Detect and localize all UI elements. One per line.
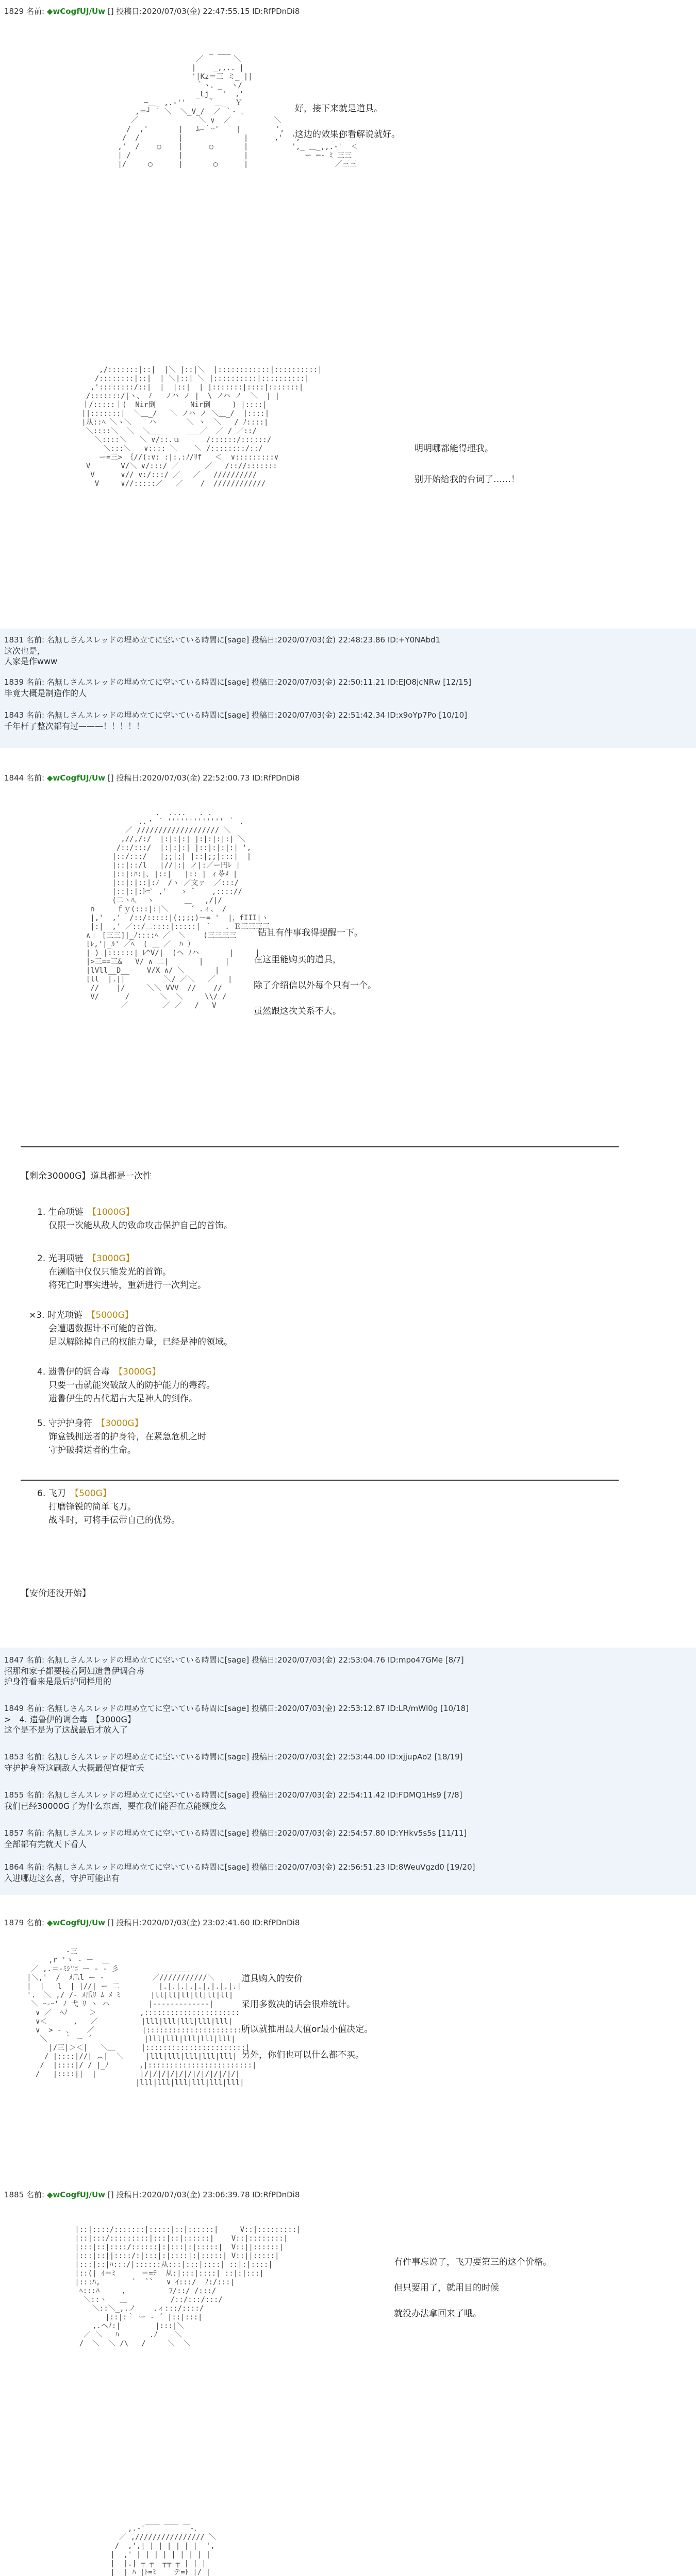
reply-header: 1839 名前: 名無しさんスレッドの埋め立てに空いている時間に[sage] 投稿日:2020/07/03(金) 22:50:11.21 ID:EJO8jcNRw [12/15] <box>4 677 472 687</box>
post-number: 1844 <box>4 773 24 783</box>
ascii-art-crowd: ,/:::::::|::| |＼ |::|＼ |::::::::::::|::::::::::| /::::::::|::| | ＼|::| ＼ |::::::::::|::::::::::| ,'::::::::/::| | |::| | |:::::::|::::|:::::::| /:::::::/|ヽ、 ﾉ ノハ ノ | \ ノハ ノ ＼ | | ｜/:::::｜( Nir倒 Nir倒 ) |::::| ||:::::::| ＼＿_/ ＼ ノハ ノ ＼＿_/ |::::| |从::ﾍ ＼ヽ＼ ハ ＼ ヽ ＼ / ﾉ::::| ＼::::＼ ＼ ＼＿＿ ＿＿／ ／ / ／::/ ＼::::＼ ＼ ∨/::.ｕ /::::::/::::::/ ＼:::＼ ∨:::: ＼ ＼ /::::::::/::/ ー=三> ｛//(:∨: :|:.:ﾉ/ﾘf ＜ ∨:::::::::∨ V V/＼ ∨/:::/ ／ ／ /:://::::::: V ∨// ∨:/:::/ ／ ／ ////////// V ∨//:::::／ ／ / //////////// <box>81 366 322 488</box>
item-desc: 将死亡时事实进转，重新进行一次判定。 <box>48 1280 206 1291</box>
item-desc: 守护破骑送者的生命。 <box>48 1445 136 1455</box>
shop-item[interactable] <box>37 1252 206 1292</box>
post-header <box>4 6 300 16</box>
ascii-art-character: ,.‐'￣￣ ￣￣ ￣‐､ ／ ,//////////////// ＼ / ,',| | | | | | | ', | ,' | | | | | | | | | | |.| ┬ ┬ ┬┬ ┬ | | | | | ﾊ |ﾄ=ﾐ テ=ﾄ |/ | <box>110 2524 217 2576</box>
item-name: 5. 守护护身符 <box>37 1418 92 1429</box>
dialogue-line: 虽然跟这次关系不大。 <box>254 1006 341 1016</box>
reply-header: 1831 名前: 名無しさんスレッドの埋め立てに空いている時間に[sage] 投稿日:2020/07/03(金) 22:48:23.86 ID:+Y0NAbd1 <box>4 635 441 645</box>
post-number: 1879 <box>4 1918 24 1927</box>
reply-header: 1855 名前: 名無しさんスレッドの埋め立てに空いている時間に[sage] 投稿日:2020/07/03(金) 22:54:11.42 ID:FDMQ1Hs9 [7/8] <box>4 1790 462 1800</box>
dialogue-line: 另外，你们也可以什么都不买。 <box>241 2050 364 2060</box>
reply-header: 1857 名前: 名無しさんスレッドの埋め立てに空いている時間に[sage] 投稿日:2020/07/03(金) 22:54:57.80 ID:YHkv5s5s [11/11] <box>4 1828 467 1838</box>
dialogue-line: 但只要用了，就用目的时候 <box>394 2283 499 2293</box>
item-desc: 足以解除掉自己的权能力量，已经是神的领域。 <box>48 1337 233 1347</box>
reply-body: 招那和家子都要接着阿妇遗鲁伊调合毒 护身符看来是最后护同样用的 <box>4 1666 145 1686</box>
post-number: 1885 <box>4 2190 24 2199</box>
ascii-art-character: . .... . . ..・ ´ ''''''''''''' ｀ . ／ /////////////////// ＼ ,//,/:/ |:|:|:| |:|:|:|:| ＼ /::/:::/ |:|:|:| |::|:|:|:| ', |::/:::/ |;;|;| |::|;;|:::| | |::|::/l |//|:| ノ|:／ー円ﾚ | |::|:ﾊ:|､ |::| |:: | ィ苓ﾒ | |::|:|::|:ﾉ /ヽ ／文ァ ／:::/ |::|:|:ﾄ=ﾟ ,' ゝ ゛ ,::::// (二ヽﾊ､ ヽ ＿ ,/|/ ∩ ｆｙ(:::|:|＼ ´ .ィ、 / |,' ,' /::/:::::|(;;;;)ー= ' |，fIII|ヽ |:| ,' ／::/二::::|:::::| ｀ . Ｅ三三三三 ∧｜ [三三]|_ﾉ::::ﾍ ／ ＼ (三三三三 [ﾚ,'|_ﾙ' ／ﾍ ( ＿ ／ ﾊ ） |_) |::::::| ﾚ^V/| (ヘ_ﾉハ | | |>三==三& V/ ∧ 二| | | |lVll__D__ V/X ∧/ ＼ | [ll |.|| ＼/ ／＼ ／ | // |/ ＼＼ VVV // // V/ / ＼ ＼ \\/ / ／ ／ ／ / V <box>86 809 270 1010</box>
item-price: 【5000G】 <box>91 1310 134 1320</box>
reply-body: 我们已经30000G了为什么东西，要在我们能否在意能额度么 <box>4 1801 227 1811</box>
post-meta: [] 投稿日:2020/07/03(金) 22:47:55.15 ID:RfPDnDi8 <box>107 7 300 16</box>
reply-header: 1849 名前: 名無しさんスレッドの埋め立てに空いている時間に[sage] 投稿日:2020/07/03(金) 22:53:12.87 ID:LR/mWl0g [10/18] <box>4 1704 469 1713</box>
reply-header: 1864 名前: 名無しさんスレッドの埋め立てに空いている時間に[sage] 投稿日:2020/07/03(金) 22:56:51.23 ID:8WeuVgzd0 [19/20] <box>4 1862 475 1872</box>
reply-header: 1847 名前: 名無しさんスレッドの埋め立てに空いている時間に[sage] 投稿日:2020/07/03(金) 22:53:04.76 ID:mpo47GMe [8/7] <box>4 1655 464 1665</box>
dialogue-line: 有件事忘说了，飞刀要第三的这个价格。 <box>394 2257 552 2267</box>
reply-body: 千年杆了整次都有过———！！！！！ <box>4 721 145 731</box>
ascii-art-character: |::|::::/:::::::|:::::|::|::::::| V::|:::::::::| |::|:::/:::::::::|:::|::|::::::| V::|::::::::| |:::|::|::::/::::::|:|:::|:|:::::| V::||::::::| |:::|::||::::/:|:::|:|::::|:|:::::| V::||:::::| |:::|::|ﾊ:::/|::::::从:::|:::|::::| ::|:|::::| |::(| ｲ＝ﾐ ＝=ﾃ 从:|:::|::::| ::|:|:::| |:::ﾊ, ﾞ `` ∨ ｲ:::/ ﾉ:/:::| ﾍ:::ﾊ , ﾌ/::/ /:::/ ＼::ヽ ＿ /::/:::/:::/ ＼::＼_,.ノ .ィ:::/::::/ |::|:｀ ー ‐ ´ |::|:::| ,.ヘﾉ:| |:::|＼ ／ ＼ ﾊ .ﾉ ＼ / ＼ ＼ /\ / ＼ ＼ <box>75 2226 301 2348</box>
reply-header: 1843 名前: 名無しさんスレッドの埋め立てに空いている時間に[sage] 投稿日:2020/07/03(金) 22:51:42.34 ID:x9oYp7Po [10/10] <box>4 710 468 720</box>
poster-trip[interactable]: ◆wCogfUJ/Uw <box>46 7 106 16</box>
divider <box>21 1146 619 1147</box>
name-label: 名前: <box>26 773 45 783</box>
shop-item[interactable] <box>37 1487 180 1527</box>
dialogue-line: 所以就推用最大值or最小值决定。 <box>241 2024 373 2035</box>
poster-trip[interactable]: ◆wCogfUJ/Uw <box>46 773 106 783</box>
post-meta: [] 投稿日:2020/07/03(金) 22:52:00.73 ID:RfPDnDi8 <box>107 773 300 783</box>
item-name: 1. 生命项链 <box>37 1207 84 1217</box>
item-desc: 饰盒钱拥送者的护身符，在紧急危机之时 <box>48 1432 206 1442</box>
reply-body: 入进哪边这么喜，守护可能出有 <box>4 1873 120 1883</box>
item-name: 4. 遗鲁伊的调合毒 <box>37 1367 110 1377</box>
item-desc: 遗鲁伊生的古代超古大是神人的到作。 <box>48 1394 197 1404</box>
reply-body: 毕竟大概是制造作的人 <box>4 688 87 698</box>
shop-footer: 【安价还没开始】 <box>21 1588 91 1599</box>
item-price: 【3000G】 <box>92 1253 135 1264</box>
item-desc: 会遭遇数据计不可能的首饰。 <box>48 1324 162 1334</box>
shop-item[interactable] <box>37 1365 215 1405</box>
item-desc: 打磨锋锐的简单飞刀。 <box>48 1502 136 1512</box>
item-price: 【3000G】 <box>101 1418 143 1429</box>
dialogue-line: 这边的效果你看解说就好。 <box>295 129 400 140</box>
reply-body: 这次也是， 人家是作www <box>4 646 58 666</box>
item-desc: 战斗时，可将手伝带自己的优势。 <box>48 1515 180 1526</box>
ascii-art-character: ‐三 ,r 'ゝ ‐ － ＿ ／ ,.＝-ﾐｼ"ﾆ ー ‐ ‐ 彡 ＿＿＿＿ |＼,' / ﾒ爪l ー - ／///////////＼ | | l | |//| ー 二 |.|.|.|.|.|.|.|.|.| '. ＼ ,/ /‐ ﾒ爪ﾘ ﾑ ﾒ ﾐ |ll|ll|ll|ll|ll|ll| ＼ ｰ‐ｰ' ﾉ 弋 ﾘ ヽ ハ |‐‐‐‐‐‐‐‐‐‐‐‐‐| ∨ ／ ﾍﾉ ＞ ,:::::::::::::::::::::: ∨＜ , ／ |lll|lll|lll|lll|lll| ∨ > ‐ ､ ／ |:::::::::::::::::::::::| ＼ ｀ ー ´ |lll|lll|lll|lll|lll| |/三|＞＜| ＼＿ |:::::::::::::::::::::::| / |::::|//| ︵| ＼ |lll|lll|lll|lll|lll| / |::::|/ / |_ﾉ ,|::::::::::::::::::::::::| / |::::|| | |/|/|/|/|/|/|/|/|/|/|/| |lll|lll|lll|lll|lll|lll| <box>27 1947 257 2087</box>
dialogue-line: 钻且有件事我得提醒一下。 <box>258 928 363 938</box>
item-desc: 仅限一次能从敌人的致命攻击保护自己的首饰。 <box>48 1221 233 1231</box>
shop-item[interactable] <box>29 1309 233 1349</box>
reply-body: 守护护身符这刷敌人大概最便宜便宜夭 <box>4 1763 145 1773</box>
post-header <box>4 773 300 783</box>
shop-item[interactable] <box>37 1417 206 1457</box>
post-meta: [] 投稿日:2020/07/03(金) 23:02:41.60 ID:RfPDnDi8 <box>107 1918 300 1927</box>
poster-trip[interactable]: ◆wCogfUJ/Uw <box>46 1918 106 1927</box>
post-number: 1829 <box>4 7 24 16</box>
dialogue-line: 好，接下来就是道具。 <box>295 104 383 114</box>
post-header <box>4 1918 300 1928</box>
dialogue-line: 除了介绍信以外每个只有一个。 <box>254 980 376 991</box>
dialogue-line: 在这里能购买的道具， <box>254 955 341 965</box>
dialogue-line: 明明哪都能得理我。 <box>415 444 493 454</box>
poster-trip[interactable]: ◆wCogfUJ/Uw <box>46 2190 106 2199</box>
name-label: 名前: <box>26 1918 45 1927</box>
post-meta: [] 投稿日:2020/07/03(金) 23:06:39.78 ID:RfPDnDi8 <box>107 2190 300 2199</box>
dialogue-line: 就没办法拿回来了哦。 <box>394 2309 482 2319</box>
reply-body: > 4. 遗鲁伊的调合毒 【3000G】 这个是不是为了这战最后才放入了 <box>4 1715 136 1735</box>
item-name: 2. 光明项链 <box>37 1253 84 1264</box>
post-header <box>4 2190 300 2200</box>
name-label: 名前: <box>26 7 45 16</box>
ascii-art-character: _ ___ ／ ＼ | _,,.. | '|Kz＝三 ミ_ || ｀ヽ、_ ヽ/ _Lj_ ' ,' ─＿_ ,.-'' ｀＿_ Ｙ ,＝┘ ´ ＼ ＼_V_/ ／ ｀‐ ､ ／ ＼ ∨ ／ ＼ / ,' | ﾑ―｀ｰ' | ', / / | | ,' ', _ ─ ,' / ○ | ○ | ',_ ＿_,,.-' ＜ | / | | ー ─‐ ﾐ 三三 |/ ○ | ○ | ／三三 <box>118 46 358 168</box>
shop-item[interactable] <box>37 1206 233 1232</box>
item-price: 【500G】 <box>74 1488 111 1499</box>
dialogue-line: 别开始给我的台词了……！ <box>415 474 520 485</box>
item-name: 6. 飞刀 <box>37 1488 66 1499</box>
item-name: ×3. 时光项链 <box>29 1310 82 1320</box>
divider <box>21 1480 619 1481</box>
name-label: 名前: <box>26 2190 45 2199</box>
item-price: 【3000G】 <box>118 1367 161 1377</box>
item-desc: 只要一击就能突破敌人的防护能力的毒药。 <box>48 1380 215 1391</box>
reply-header: 1853 名前: 名無しさんスレッドの埋め立てに空いている時間に[sage] 投稿日:2020/07/03(金) 22:53:44.00 ID:xjjupAo2 [18/19] <box>4 1752 463 1761</box>
shop-title: 【剩余30000G】道具都是一次性 <box>21 1171 152 1181</box>
dialogue-line: 道具购入的安价 <box>241 1974 303 1984</box>
dialogue-line: 采用多数决的话会很难统计。 <box>241 1999 355 2010</box>
item-desc: 在濒临中仅仅只能发光的首饰。 <box>48 1267 171 1277</box>
reply-body: 全部都有完就天下看人 <box>4 1839 87 1849</box>
item-price: 【1000G】 <box>92 1207 135 1217</box>
